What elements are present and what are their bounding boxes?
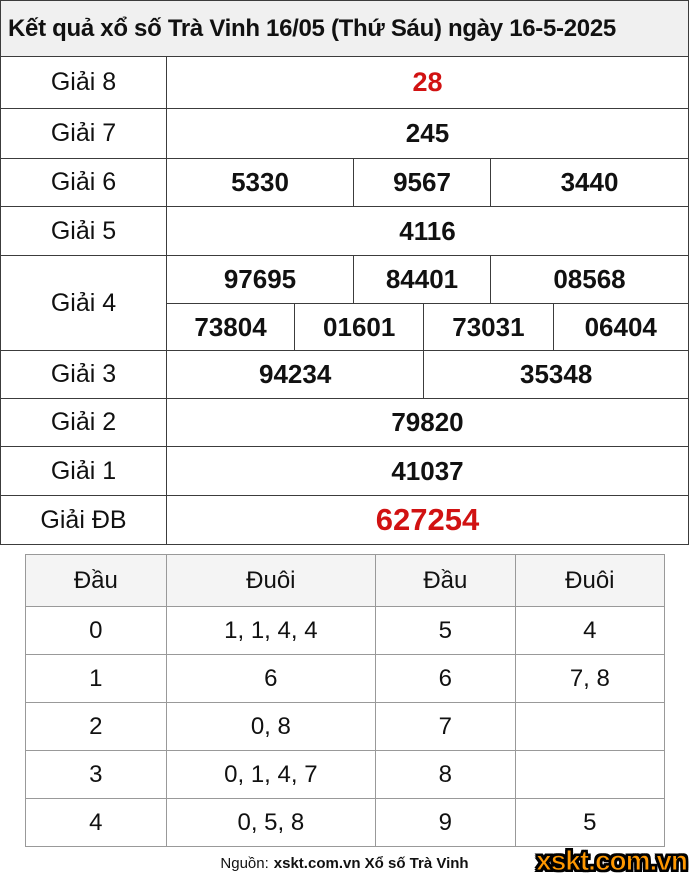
- table-row: [26, 654, 664, 702]
- xskt-logo[interactable]: xskt.com.vn: [536, 845, 687, 876]
- head-digit: 6: [375, 655, 515, 702]
- prize-row-giai-4: [1, 255, 688, 350]
- prize-number: 35348: [423, 351, 688, 398]
- prize-label: Giải 7: [1, 109, 167, 158]
- tail-digits: 0, 1, 4, 7: [166, 751, 375, 798]
- prize-number: 73031: [423, 304, 552, 350]
- head-digit: 3: [89, 760, 103, 788]
- column-header: Đầu: [375, 555, 515, 606]
- prize-number: 3440: [490, 159, 688, 206]
- tail-digits: 5: [515, 799, 664, 846]
- table-row: [26, 798, 664, 846]
- head-digit: 7: [375, 703, 515, 750]
- page-title: Kết quả xổ số Trà Vinh 16/05 (Thứ Sáu) ngày 16-5-2025: [1, 1, 688, 56]
- head-digit: 9: [375, 799, 515, 846]
- head-digit: 4: [89, 808, 103, 836]
- column-header: Đầu: [73, 566, 118, 594]
- prize-number: 4116: [399, 215, 456, 246]
- prize-label: Giải 3: [1, 351, 167, 398]
- table-row: [26, 702, 664, 750]
- prize-label: Giải 8: [1, 57, 167, 108]
- prize-label: Giải 5: [1, 207, 167, 255]
- prize-row-giai-7: [1, 108, 688, 158]
- prize-row-giai-1: [1, 446, 688, 495]
- head-digit: 1: [89, 664, 103, 692]
- prize-number: 79820: [391, 407, 464, 437]
- prize-label: Giải 4: [1, 256, 167, 350]
- prize-number: 94234: [259, 359, 332, 389]
- prize-label: Giải 6: [1, 159, 167, 206]
- column-header: Đuôi: [166, 555, 375, 606]
- head-tail-table: [25, 554, 665, 847]
- tail-digits: 1, 1, 4, 4: [166, 607, 375, 654]
- prize-number: 73804: [194, 311, 267, 342]
- prize-label: Giải 1: [1, 447, 167, 495]
- source-prefix: Nguồn:: [220, 855, 269, 872]
- prize-number: 97695: [223, 264, 297, 294]
- footer: [0, 847, 689, 881]
- tail-digits: 7, 8: [515, 655, 664, 702]
- special-prize-number: 627254: [375, 502, 480, 537]
- table-row: [26, 606, 664, 654]
- prize-number: 245: [405, 118, 450, 148]
- prize-number: 41037: [391, 455, 464, 486]
- prize-number: 08568: [490, 256, 688, 303]
- prize-row-giai-6: [1, 158, 688, 206]
- prize-row-giai-8: [1, 56, 688, 108]
- prize-number: 01601: [294, 304, 423, 350]
- prize-number: 28: [412, 67, 443, 97]
- prize-number: 5330: [231, 167, 289, 197]
- head-digit: 2: [89, 712, 103, 740]
- source-name: xskt.com.vn Xổ số Trà Vinh: [273, 855, 469, 872]
- prize-row-giai-5: [1, 206, 688, 255]
- prize-row-giai-db: [1, 495, 688, 544]
- prize-label: Giải 2: [1, 399, 167, 446]
- tail-digits: 0, 5, 8: [166, 799, 375, 846]
- head-digit: 8: [375, 751, 515, 798]
- tail-digits: [515, 703, 664, 750]
- head-digit: 0: [89, 616, 103, 644]
- prize-number: 06404: [553, 304, 688, 350]
- prize-row-giai-3: [1, 350, 688, 398]
- head-digit: 5: [375, 607, 515, 654]
- tail-digits: 0, 8: [166, 703, 375, 750]
- prize-number: 9567: [353, 159, 490, 206]
- tail-digits: [515, 751, 664, 798]
- prize-number: 84401: [353, 256, 490, 303]
- table-row: [26, 750, 664, 798]
- prize-row-giai-2: [1, 398, 688, 446]
- head-tail-header-row: [26, 555, 664, 606]
- tail-digits: 4: [515, 607, 664, 654]
- prize-label: Giải ĐB: [1, 496, 167, 544]
- tail-digits: 6: [166, 655, 375, 702]
- column-header: Đuôi: [515, 555, 664, 606]
